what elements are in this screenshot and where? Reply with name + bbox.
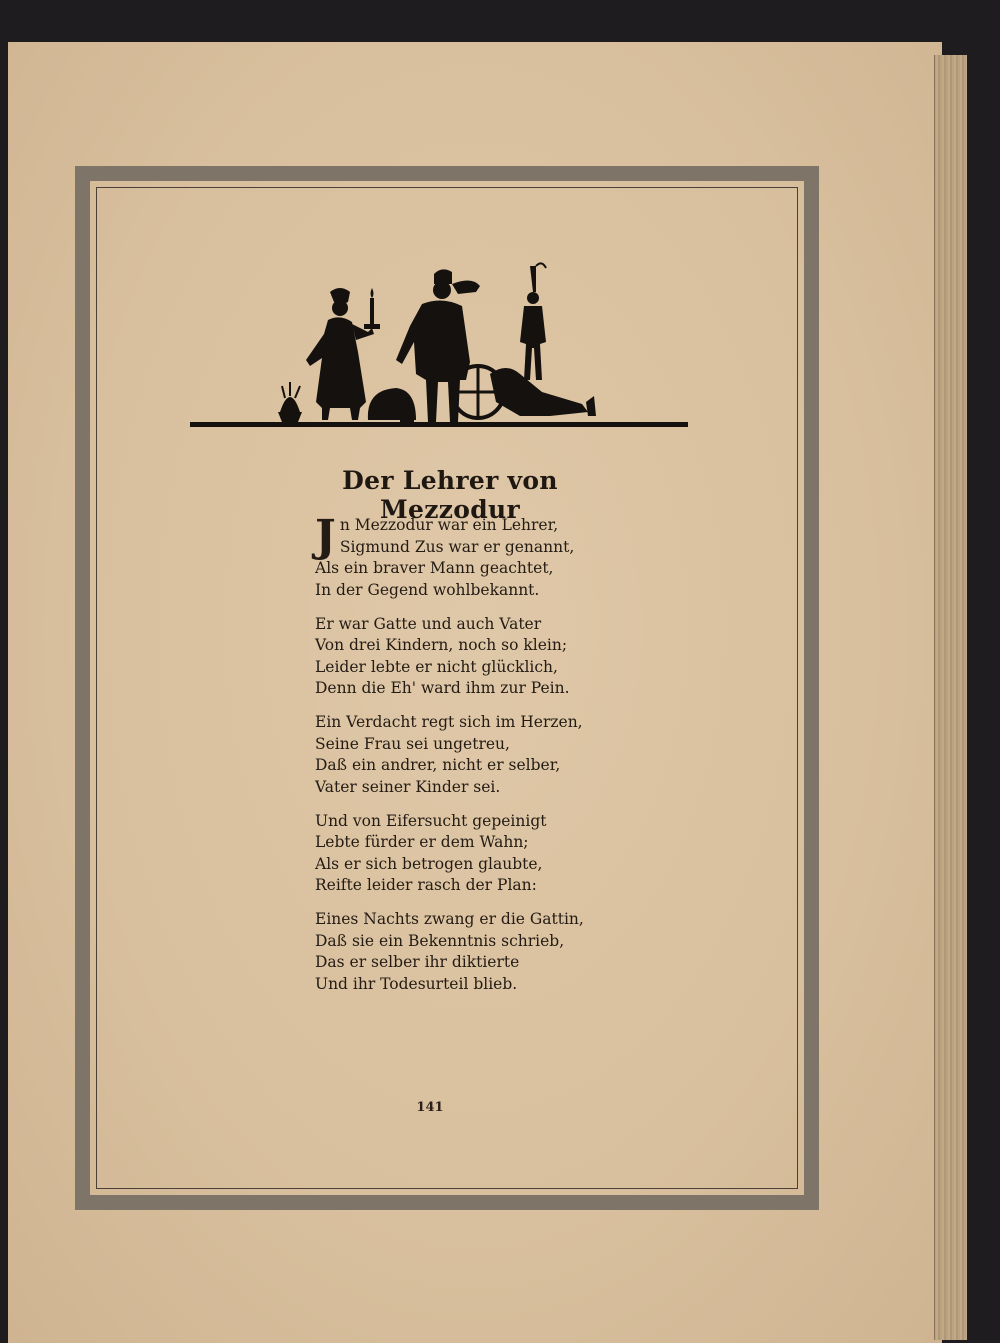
poem-line: Seine Frau sei ungetreu, xyxy=(315,734,510,753)
poem-line: Er war Gatte und auch Vater xyxy=(315,614,542,633)
silhouette-illustration xyxy=(190,262,690,438)
stanza-4 xyxy=(315,811,645,897)
drop-cap: J xyxy=(315,511,336,562)
poem-body xyxy=(315,511,645,1008)
poem-line: Reifte leider rasch der Plan: xyxy=(315,876,537,894)
poem-line: Vater seiner Kinder sei. xyxy=(315,777,501,796)
stanza-2 xyxy=(315,614,645,700)
stanza-3 xyxy=(315,712,645,798)
poem-line: Und von Eifersucht gepeinigt xyxy=(315,811,547,830)
poem-line: In der Gegend wohlbekannt. xyxy=(315,580,540,599)
poem-line: Als ein braver Mann geachtet, xyxy=(315,559,554,577)
poem-title: Der Lehrer von Mezzodur xyxy=(342,466,558,524)
poem-line: Lebte fürder er dem Wahn; xyxy=(315,833,529,851)
poem-line: Daß sie ein Bekenntnis schrieb, xyxy=(315,931,565,950)
poem-line: n Mezzodur war ein Lehrer, xyxy=(339,516,559,534)
basket-shape xyxy=(278,397,302,422)
page-edges xyxy=(934,55,967,1340)
hanging-figure xyxy=(520,306,546,380)
stanza-5 xyxy=(315,909,645,995)
ground-line xyxy=(190,422,688,427)
poem-line: Und ihr Todesurteil blieb. xyxy=(315,974,518,993)
poem-line: Eines Nachts zwang er die Gattin, xyxy=(315,910,584,928)
poem-line: Leider lebte er nicht glücklich, xyxy=(315,657,558,676)
stanza-1 xyxy=(315,511,645,601)
poem-line: Ein Verdacht regt sich im Herzen, xyxy=(315,713,583,731)
poem-line: Von drei Kindern, noch so klein; xyxy=(315,636,568,654)
poem-line: Als er sich betrogen glaubte, xyxy=(315,854,543,873)
poem-line: Das er selber ihr diktierte xyxy=(315,953,520,971)
poem-line: Daß ein andrer, nicht er selber, xyxy=(315,756,561,774)
page-number: 141 xyxy=(416,1100,444,1115)
poem-line: Denn die Eh' ward ihm zur Pein. xyxy=(315,679,570,697)
poem-line: Sigmund Zus war er genannt, xyxy=(339,537,575,556)
hanging-rope xyxy=(530,266,536,292)
